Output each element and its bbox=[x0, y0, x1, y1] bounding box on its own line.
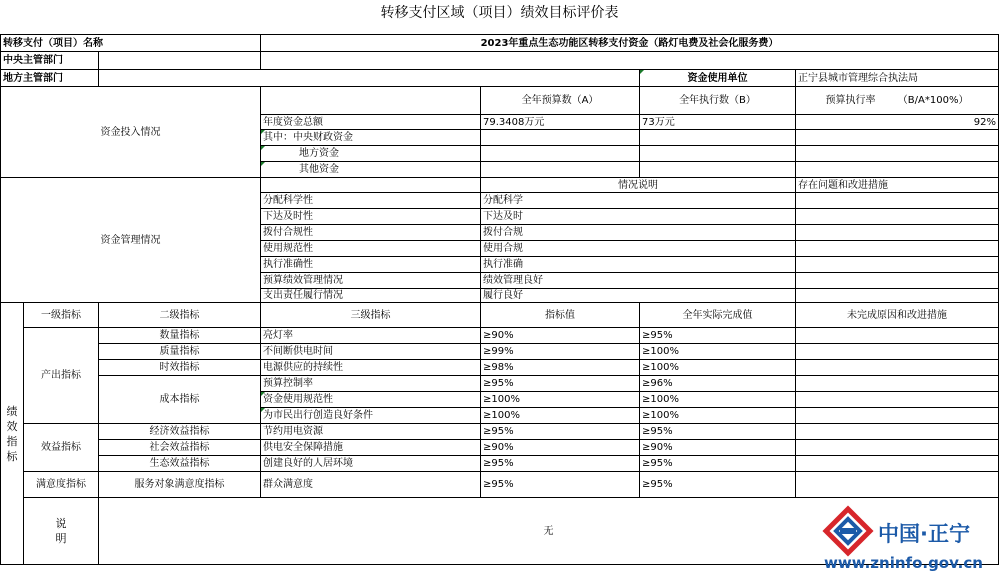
fund-row-budget bbox=[481, 146, 640, 162]
fund-row-budget: 79.3408万元 bbox=[481, 115, 640, 130]
zhengning-emblem-icon bbox=[826, 509, 870, 553]
indicator-name: 预算控制率 bbox=[261, 376, 481, 392]
mgmt-row-label: 拨付合规性 bbox=[261, 225, 481, 241]
col-rate-title: 预算执行率 bbox=[825, 95, 876, 106]
indicator-reason bbox=[796, 328, 999, 344]
fund-row-label: 地方资金 bbox=[261, 146, 481, 162]
mgmt-row-label: 预算绩效管理情况 bbox=[261, 273, 481, 289]
fund-row-label: 其他资金 bbox=[261, 162, 481, 178]
indicator-actual: ≥96% bbox=[640, 376, 796, 392]
perf-header-level3: 三级指标 bbox=[261, 303, 481, 328]
indicator-target: ≥90% bbox=[481, 328, 640, 344]
level2-cell: 成本指标 bbox=[99, 376, 261, 424]
watermark-url: www.zninfo.gov.cn bbox=[824, 554, 983, 572]
perf-header-reason: 未完成原因和改进措施 bbox=[796, 303, 999, 328]
indicator-name: 创建良好的人居环境 bbox=[261, 456, 481, 472]
mgmt-row-issues bbox=[796, 257, 999, 273]
indicator-target: ≥95% bbox=[481, 424, 640, 440]
indicator-actual: ≥100% bbox=[640, 408, 796, 424]
indicator-target: ≥95% bbox=[481, 376, 640, 392]
level1-cell: 满意度指标 bbox=[24, 472, 99, 498]
fund-row-exec bbox=[640, 130, 796, 146]
indicator-actual: ≥100% bbox=[640, 392, 796, 408]
level2-cell: 社会效益指标 bbox=[99, 440, 261, 456]
notes-label-text: 说 明 bbox=[55, 517, 67, 545]
fund-user-value: 正宁县城市管理综合执法局 bbox=[796, 70, 999, 87]
indicator-target: ≥95% bbox=[481, 472, 640, 498]
central-dept-blank bbox=[261, 52, 999, 70]
notes-label bbox=[24, 498, 99, 565]
mgmt-row-desc: 执行准确 bbox=[481, 257, 796, 273]
indicator-target: ≥100% bbox=[481, 408, 640, 424]
central-dept-label: 中央主管部门 bbox=[1, 52, 99, 70]
fund-row-label: 年度资金总额 bbox=[261, 115, 481, 130]
indicator-name: 不间断供电时间 bbox=[261, 344, 481, 360]
level2-cell: 生态效益指标 bbox=[99, 456, 261, 472]
project-label: 转移支付（项目）名称 bbox=[1, 35, 261, 52]
mgmt-row-issues bbox=[796, 241, 999, 257]
mgmt-row-issues bbox=[796, 273, 999, 289]
indicator-target: ≥95% bbox=[481, 456, 640, 472]
fund-row-budget bbox=[481, 162, 640, 178]
indicator-target: ≥98% bbox=[481, 360, 640, 376]
notes-value: 无 bbox=[99, 498, 999, 565]
col-exec-header: 全年执行数（B） bbox=[640, 87, 796, 115]
mgmt-row-desc: 使用合规 bbox=[481, 241, 796, 257]
level2-cell: 经济效益指标 bbox=[99, 424, 261, 440]
col-rate-header bbox=[796, 87, 999, 115]
fund-row-rate bbox=[796, 130, 999, 146]
col-issues-header: 存在问题和改进措施 bbox=[796, 178, 999, 193]
mgmt-row-issues bbox=[796, 225, 999, 241]
mgmt-row-issues bbox=[796, 193, 999, 209]
performance-section-label bbox=[1, 303, 24, 565]
col-budget-header: 全年预算数（A） bbox=[481, 87, 640, 115]
indicator-reason bbox=[796, 408, 999, 424]
level2-cell: 时效指标 bbox=[99, 360, 261, 376]
perf-header-actual: 全年实际完成值 bbox=[640, 303, 796, 328]
level2-cell: 数量指标 bbox=[99, 328, 261, 344]
mgmt-row-desc: 拨付合规 bbox=[481, 225, 796, 241]
zhengning-watermark bbox=[818, 505, 993, 573]
indicator-actual: ≥95% bbox=[640, 472, 796, 498]
indicator-name: 节约用电资源 bbox=[261, 424, 481, 440]
local-dept-value bbox=[99, 70, 640, 87]
level1-cell: 产出指标 bbox=[24, 328, 99, 424]
fund-row-rate: 92% bbox=[796, 115, 999, 130]
mgmt-row-desc: 履行良好 bbox=[481, 289, 796, 303]
mgmt-row-label: 分配科学性 bbox=[261, 193, 481, 209]
mgmt-row-desc: 绩效管理良好 bbox=[481, 273, 796, 289]
indicator-target: ≥90% bbox=[481, 440, 640, 456]
performance-section-text: 绩 效 指 标 bbox=[6, 404, 18, 463]
indicator-target: ≥99% bbox=[481, 344, 640, 360]
col-rate-formula: （B/A*100%） bbox=[897, 95, 969, 106]
fund-row-exec bbox=[640, 146, 796, 162]
indicator-name: 亮灯率 bbox=[261, 328, 481, 344]
mgmt-row-desc: 分配科学 bbox=[481, 193, 796, 209]
indicator-name: 群众满意度 bbox=[261, 472, 481, 498]
indicator-reason bbox=[796, 376, 999, 392]
level1-cell: 效益指标 bbox=[24, 424, 99, 472]
mgmt-row-issues bbox=[796, 209, 999, 225]
indicator-reason bbox=[796, 392, 999, 408]
fund-user-label: 资金使用单位 bbox=[640, 70, 796, 87]
fund-row-exec: 73万元 bbox=[640, 115, 796, 130]
indicator-actual: ≥95% bbox=[640, 456, 796, 472]
level2-cell: 质量指标 bbox=[99, 344, 261, 360]
indicator-reason bbox=[796, 424, 999, 440]
mgmt-row-label: 使用规范性 bbox=[261, 241, 481, 257]
indicator-name: 供电安全保障措施 bbox=[261, 440, 481, 456]
fund-row-budget bbox=[481, 130, 640, 146]
mgmt-row-label: 支出责任履行情况 bbox=[261, 289, 481, 303]
mgmt-row-desc: 下达及时 bbox=[481, 209, 796, 225]
watermark-title: 中国·正宁 bbox=[878, 522, 970, 546]
indicator-reason bbox=[796, 360, 999, 376]
fund-row-exec bbox=[640, 162, 796, 178]
mgmt-row-label: 下达及时性 bbox=[261, 209, 481, 225]
project-name: 2023年重点生态功能区转移支付资金（路灯电费及社会化服务费） bbox=[261, 35, 999, 52]
indicator-target: ≥100% bbox=[481, 392, 640, 408]
perf-header-target: 指标值 bbox=[481, 303, 640, 328]
mgmt-row-issues bbox=[796, 289, 999, 303]
mgmt-header-blank bbox=[261, 178, 481, 193]
indicator-reason bbox=[796, 472, 999, 498]
perf-header-level2: 二级指标 bbox=[99, 303, 261, 328]
indicator-actual: ≥100% bbox=[640, 360, 796, 376]
management-section-label: 资金管理情况 bbox=[1, 178, 261, 303]
col-desc-header: 情况说明 bbox=[481, 178, 796, 193]
fund-row-label: 其中：中央财政资金 bbox=[261, 130, 481, 146]
indicator-reason bbox=[796, 456, 999, 472]
indicator-reason bbox=[796, 344, 999, 360]
indicator-actual: ≥100% bbox=[640, 344, 796, 360]
funds-header-blank bbox=[261, 87, 481, 115]
central-dept-value bbox=[99, 52, 261, 70]
funds-section-label: 资金投入情况 bbox=[1, 87, 261, 178]
fund-row-rate bbox=[796, 146, 999, 162]
mgmt-row-label: 执行准确性 bbox=[261, 257, 481, 273]
indicator-actual: ≥90% bbox=[640, 440, 796, 456]
indicator-actual: ≥95% bbox=[640, 328, 796, 344]
page-title: 转移支付区域（项目）绩效目标评价表 bbox=[380, 5, 619, 21]
level2-cell: 服务对象满意度指标 bbox=[99, 472, 261, 498]
evaluation-sheet bbox=[0, 34, 999, 565]
indicator-name: 资金使用规范性 bbox=[261, 392, 481, 408]
fund-row-rate bbox=[796, 162, 999, 178]
perf-header-level1: 一级指标 bbox=[24, 303, 99, 328]
indicator-name: 为市民出行创造良好条件 bbox=[261, 408, 481, 424]
indicator-name: 电源供应的持续性 bbox=[261, 360, 481, 376]
local-dept-label: 地方主管部门 bbox=[1, 70, 99, 87]
indicator-reason bbox=[796, 440, 999, 456]
zhengning-logo bbox=[818, 505, 993, 573]
indicator-actual: ≥95% bbox=[640, 424, 796, 440]
